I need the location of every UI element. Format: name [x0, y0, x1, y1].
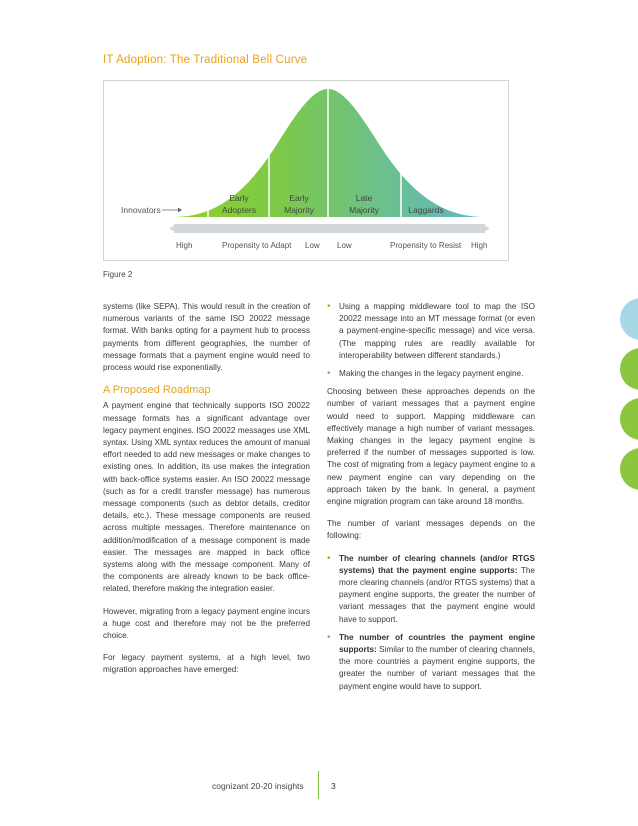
left-paragraph-1: systems (like SEPA). This would result in the creation of numerous variants of the same ISO 20022 message format. With banks opting for a payment hub to process payments from different geographies, the number of message formats that a payment engine would need to process would rise exponentially.	[103, 302, 310, 373]
scale-left-low: Low	[305, 241, 320, 250]
bullet-icon: •	[327, 301, 331, 312]
list-item	[327, 632, 535, 693]
left-column	[103, 301, 310, 687]
list-item	[327, 301, 535, 362]
label-early-adopters-1: Early	[229, 193, 249, 203]
label-late-majority-1: Late	[355, 193, 373, 203]
label-early-majority-2: Majority	[284, 205, 314, 215]
bell-curve-figure	[103, 80, 509, 261]
list-item	[327, 553, 535, 626]
figure-title: IT Adoption: The Traditional Bell Curve	[103, 54, 308, 66]
side-tab-green-2[interactable]	[620, 398, 638, 440]
section-heading: A Proposed Roadmap	[103, 384, 211, 397]
scale-left-text: Propensity to Adapt	[222, 241, 292, 250]
label-laggards: Laggards	[408, 205, 444, 215]
scale-right-high: High	[471, 241, 488, 250]
scale-right-low: Low	[337, 241, 352, 250]
label-late-majority-2: Majority	[349, 205, 379, 215]
right-paragraph-1: Choosing between these approaches depends on the number of variant messages that a payment engine would need to support. Mapping middleware can effectively manage a high number of variant messages. Making changes in the legacy payment engine is preferred if the number of messages supported is low. The cost of migrating from a legacy payment engine to a new payment engine can vary depending on the approach taken by the bank. In general, a payment engine migration program can take around 18 months.	[327, 387, 535, 507]
left-paragraph-3: However, migrating from a legacy payment engine incurs a huge cost and therefore may not be the preferred choice.	[103, 606, 310, 641]
bullet-icon: •	[327, 552, 331, 564]
bullet-bold: The number of clearing channels (and/or RTGS systems) that the payment engine supports:	[339, 553, 535, 575]
figure-caption: Figure 2	[103, 270, 133, 279]
bullet-text: The more clearing channels (and/or RTGS systems) that a payment engine supports, the greater the number of variant messages that the payment engine would have to support.	[339, 565, 535, 624]
label-innovators: Innovators	[121, 205, 161, 215]
bullet-bold: The number of countries the payment engine supports:	[339, 632, 535, 655]
right-column	[327, 301, 535, 699]
label-early-adopters-2: Adopters	[221, 205, 257, 215]
left-paragraph-4: For legacy payment systems, at a high level, two migration approaches have emerged:	[103, 653, 310, 675]
bullet-text: Similar to the number of clearing channels, the more countries a payment engine supports, the greater the number of variant messages that the payment engine would have to support.	[339, 645, 535, 691]
bell-curve-area	[174, 89, 484, 217]
side-tab-green-1[interactable]	[620, 348, 638, 390]
factor-list	[327, 553, 535, 693]
footer-brand: cognizant 20-20 insights	[212, 781, 304, 791]
footer-divider	[318, 771, 319, 799]
bullet-text: Making the changes in the legacy payment engine.	[339, 369, 524, 379]
right-paragraph-2: The number of variant messages depends on the following:	[327, 519, 535, 541]
label-early-majority-1: Early	[289, 193, 309, 203]
page-number: 3	[331, 781, 336, 791]
bell-curve-svg	[104, 81, 510, 262]
bullet-icon: •	[327, 368, 331, 380]
side-tab-green-3[interactable]	[620, 448, 638, 490]
list-item	[327, 368, 535, 380]
gradient-bar	[174, 224, 485, 233]
approach-list	[327, 301, 535, 380]
bullet-text: Using a mapping middleware tool to map the ISO 20022 message into an MT message format (or even a payment-engine-specific message) and vice versa. (The mapping rules are readily available for interoperability between different standards.)	[339, 302, 535, 360]
bullet-icon: •	[327, 631, 331, 643]
side-tab-blue[interactable]	[620, 298, 638, 340]
scale-left-high: High	[176, 241, 193, 250]
left-paragraph-2: A payment engine that technically supports ISO 20022 message formats has a significant advantage over legacy payment engines. ISO 20022 messages use XML syntax. Using XML syntax reduces the amount of manual effort needed to add new messages or make changes to existing ones. In addition, its use makes the integration with back-office systems easier. An ISO 20022 message (such as for a credit transfer message) has numerous message components (such as debtor details, creditor details, etc.). These message components are reused across multiple messages. Therefore maintenance on addition/modification of a message component is made easier. The messages are mapped in back office systems along with the message component. Many of the components are already known to be back office-related, therefore making the integration easier.	[103, 401, 310, 594]
scale-right-text: Propensity to Resist	[390, 241, 462, 250]
